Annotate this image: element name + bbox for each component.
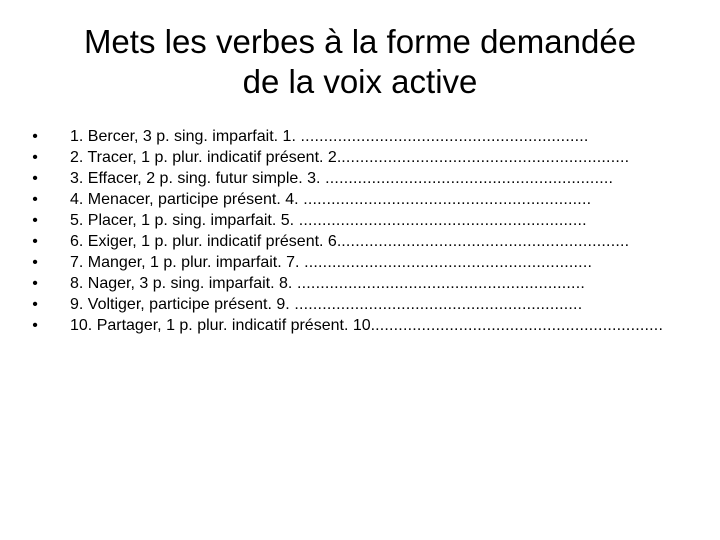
bullet-icon: •	[32, 212, 38, 229]
answer-blank: ..............................................................	[298, 191, 592, 208]
exercise-text: 5. Placer, 1 p. sing. imparfait. 5.	[70, 212, 295, 229]
list-item	[28, 189, 708, 210]
list-item	[28, 273, 708, 294]
answer-blank: ..............................................................	[375, 317, 664, 334]
exercise-list	[28, 126, 708, 336]
bullet-icon: •	[32, 233, 38, 250]
list-item	[28, 168, 708, 189]
list-item	[28, 231, 708, 252]
exercise-text: 4. Menacer, participe présent. 4.	[70, 191, 299, 208]
answer-blank: ..............................................................	[289, 296, 583, 313]
list-item	[28, 294, 708, 315]
exercise-text: 1. Bercer, 3 p. sing. imparfait. 1.	[70, 128, 296, 145]
exercise-text: 8. Nager, 3 p. sing. imparfait. 8.	[70, 275, 293, 292]
title-line-1: Mets les verbes à la forme demandée	[83, 23, 637, 60]
list-item	[28, 315, 708, 336]
exercise-text: 6. Exiger, 1 p. plur. indicatif présent. 6.	[70, 233, 342, 250]
exercise-text: 7. Manger, 1 p. plur. imparfait. 7.	[70, 254, 300, 271]
list-item	[28, 210, 708, 231]
answer-blank: ..............................................................	[292, 275, 585, 292]
exercise-text: 10. Partager, 1 p. plur. indicatif présent. 10.	[70, 317, 376, 334]
bullet-icon: •	[32, 149, 38, 166]
bullet-icon: •	[32, 275, 38, 292]
bullet-icon: •	[32, 128, 38, 145]
exercise-text: 2. Tracer, 1 p. plur. indicatif présent. 2.	[70, 149, 342, 166]
list-item	[28, 147, 708, 168]
slide-title	[20, 22, 700, 102]
answer-blank: ..............................................................	[294, 212, 587, 229]
list-item	[28, 252, 708, 273]
answer-blank: ..............................................................	[295, 128, 589, 145]
title-line-2: de la voix active	[242, 63, 478, 100]
bullet-icon: •	[32, 296, 38, 313]
exercise-text: 3. Effacer, 2 p. sing. futur simple. 3.	[70, 170, 321, 187]
bullet-icon: •	[32, 191, 38, 208]
list-item	[28, 126, 708, 147]
answer-blank: ..............................................................	[299, 254, 593, 271]
exercise-text: 9. Voltiger, participe présent. 9.	[70, 296, 290, 313]
bullet-icon: •	[32, 317, 38, 334]
bullet-icon: •	[32, 170, 38, 187]
answer-blank: ..............................................................	[341, 149, 630, 166]
bullet-icon: •	[32, 254, 38, 271]
answer-blank: ..............................................................	[320, 170, 614, 187]
answer-blank: ..............................................................	[341, 233, 630, 250]
